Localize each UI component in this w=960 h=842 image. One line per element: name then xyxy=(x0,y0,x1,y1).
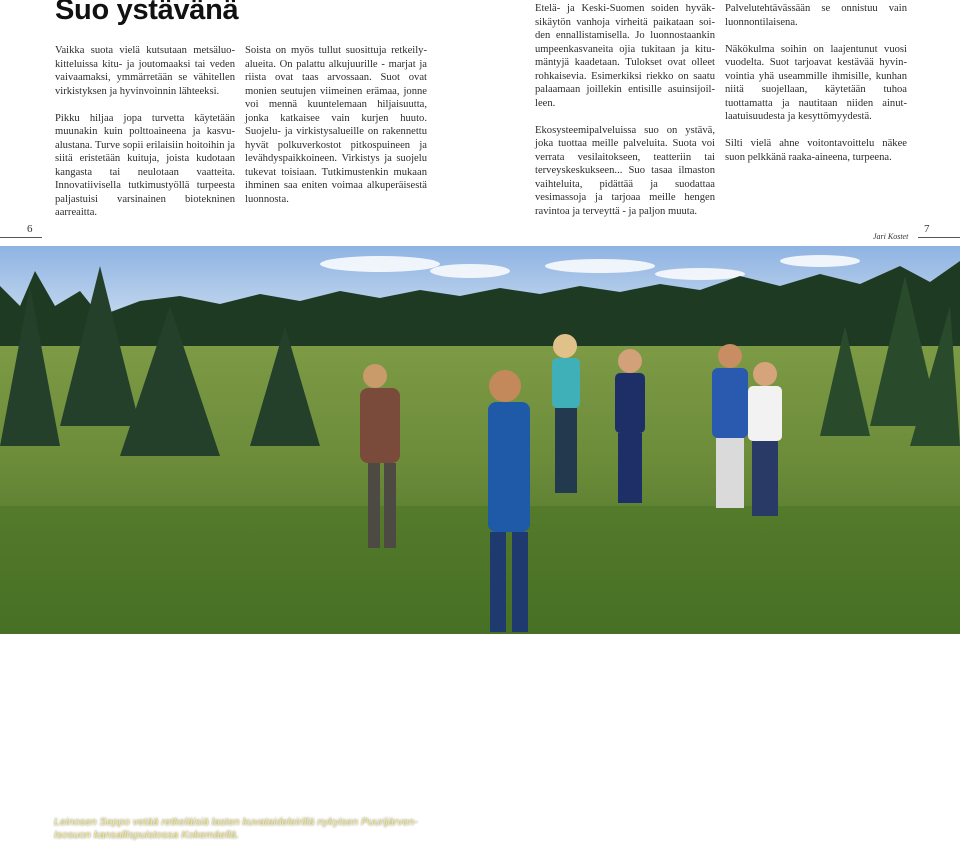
page-title: Suo ystävänä xyxy=(55,0,239,26)
text-column-1 xyxy=(55,44,235,233)
bog-hike-photo xyxy=(0,246,960,841)
text-column-4 xyxy=(725,2,907,178)
photo-caption: Leinosen Seppo vetää retkeläisiä lasten kuvataideleirillä nykyisen Puurijärven-Isosuon kansallispuistossa Kokemäellä. xyxy=(54,816,418,841)
photo-credit: Jari Kostet xyxy=(873,232,909,241)
paragraph: Vaikka suota vielä kutsutaan metsäluokitteluissa kitu- ja joutomaaksi tai veden vaivaamaksi, ymmärretään se vähitellen virkistyksen ja hyvinvoinnin lähteeksi. xyxy=(55,45,235,97)
photo-illustration xyxy=(0,246,960,634)
paragraph: Näkökulma soihin on laajentunut vuosi vuodelta. Suot tarjoavat kestävää hyvinvointia yhä useammille ihmisille, kunhan niitä suojellaan, käytetään tuhoa tuottamatta ja nautitaan niiden ainutlaatuisuudesta ja kesyttömyydestä. xyxy=(725,43,907,122)
paragraph: Palvelutehtävässään se onnistuu vain luonnontilaisena. xyxy=(725,3,907,28)
page-rule-right xyxy=(918,237,960,238)
page-number-right: 7 xyxy=(924,223,930,235)
paragraph: Soista on myös tullut suosittuja retkeilyalueita. On palattu alkujuurille - marjat ja riista ovat taas arvossaan. Suot ovat monien seutujen viimeinen erämaa, jonne voi mennä kuuntelemaan hiljaisuutta, jonka katkaisee vain kurjen huuto. Suojelu- ja virkistysalueille on rakennettu hyvät polkuverkostot pitkospuineen ja levähdyspaikkoineen. Virkistys ja suojelu tukevat toisiaan. Tutkimustenkin mukaan ihminen saa eniten voimaa alkuperäisestä luonnosta. xyxy=(245,45,427,205)
page-rule-left xyxy=(0,237,42,238)
grass-texture xyxy=(0,506,960,634)
paragraph: Silti vielä ahne voitontavoittelu näkee suon pelkkänä raaka-aineena, turpeena. xyxy=(725,138,907,163)
page-number-left: 6 xyxy=(27,223,33,235)
paragraph: Ekosysteemipalveluissa suo on ystävä, joka tuottaa meille palveluita. Suota voi verrata vesilaitokseen, teatteriin tai terveyskeskukseen... Suo tasaa ilmaston vaihteluita, pidättää ja suodattaa vesimassoja ja tarjoaa meille hengen ravintoa ja terveyttä - ja paljon muuta. xyxy=(535,124,715,217)
child-figure xyxy=(712,344,748,508)
text-column-3 xyxy=(535,2,715,232)
paragraph: Etelä- ja Keski-Suomen soiden hyväksikäytön vanhoja virheitä paikataan soiden ennallistamisella. Jo luonnostaankin umpeenkasvaneita ojia tukitaan ja kitumäntyjä kaadetaan. Tulokset ovat olleet rohkaisevia. Esimerkiksi riekko on saatu palaamaan joillekin entisille asuinsijoilleen. xyxy=(535,3,715,109)
text-column-2 xyxy=(245,44,427,220)
paragraph: Pikku hiljaa jopa turvetta käytetään muunakin kuin polttoaineena ja kasvualustana. Turve sopii erilaisiin hoitoihin ja siitä eristetään kuituja, joista kudotaan kangasta tai neulotaan vaatteita. Innovatiivisella tutkimustyöllä turpeesta paljastuisi varsinainen biotekninen aarreaitta. xyxy=(55,112,235,218)
